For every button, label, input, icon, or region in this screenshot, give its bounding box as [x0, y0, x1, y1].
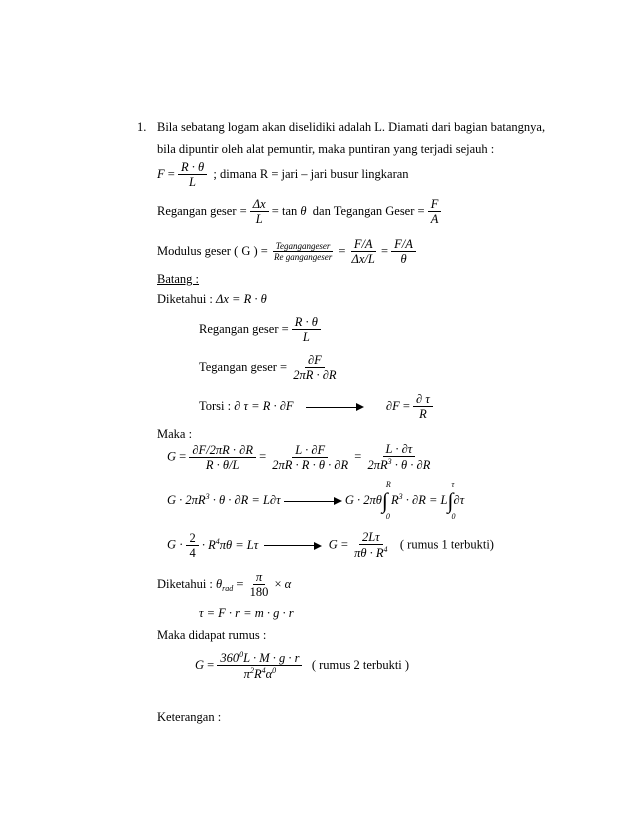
- diketahui-line-1: Diketahui : Δx = R · θ: [157, 292, 267, 306]
- tau-eq: τ = F · r = m · g · r: [199, 606, 294, 620]
- g-final-eq: G = $\frac{360^0L \cdot M \cdot g \cdot r}{\pi^2R^4\alpha^0}$ ( rumus 2 terbukti ): [195, 650, 410, 682]
- arrow-icon: [264, 542, 322, 550]
- batang-heading: Batang :: [157, 272, 200, 286]
- intro-line-2: bila dipuntir oleh alat pemuntir, maka puntiran yang terjadi sejauh :: [157, 142, 495, 156]
- equation-f: F = $\frac{R \cdot \theta}{L}$ ; dimana R = jari – jari busur lingkaran: [157, 160, 409, 190]
- item-number: 1.: [137, 120, 147, 134]
- regangan-geser-eq: Regangan geser = $\frac{R \cdot \theta}{L}$: [199, 315, 321, 345]
- arrow-icon: [284, 497, 342, 505]
- rumus2-note: ( rumus 2 terbukti ): [311, 658, 410, 673]
- g-derivation-1: G = $\frac{\partial F/2\pi R \cdot \partial R}{R \cdot \theta/L}$ = $\frac{L \cdot \partial F}{2\pi R \cdot R \cdot \theta \cdot \partial R}$ = $\frac{L \cdot \partial\tau}{2\pi R^3 \cdot \theta \cdot \partial R}$: [167, 442, 431, 473]
- tegangan-geser-eq: Tegangan geser = $\frac{\partial F}{2\pi R \cdot \partial R}$: [199, 353, 337, 383]
- regangan-label: Regangan geser =: [157, 204, 247, 219]
- torsi-eq: Torsi : ∂ τ = R · ∂F ∂F = $\frac{\partial \tau}{R}$: [199, 392, 433, 422]
- rumus1-note: ( rumus 1 terbukti): [399, 537, 494, 552]
- diketahui-line-2: Diketahui : $\theta_{rad}$ = $\frac{\pi}{180}$ × α: [157, 570, 292, 600]
- tegangan-label: dan Tegangan Geser =: [312, 204, 425, 219]
- maka-label: Maka :: [157, 427, 193, 441]
- modulus-line: Modulus geser ( G ) = $\frac{\text{Tegangangeser}}{\text{Re gangangeser}}$ = $\frac{F/A}{\Delta x/L}$ = $\frac{F/A}{\theta}$: [157, 237, 416, 267]
- arrow-icon: [306, 403, 364, 411]
- equation-f-note: ; dimana R = jari – jari busur lingkaran: [213, 167, 409, 182]
- integral-icon: ∫ τ 0: [447, 480, 456, 521]
- regangan-tegangan-line: Regangan geser = $\frac{\Delta x}{L}$ = tan θ dan Tegangan Geser = $\frac{F}{A}$: [157, 197, 441, 227]
- g-derivation-3: G · $\frac{2}{4}$ · $R^4\pi\theta = L\tau$ G = $\frac{2L\tau}{\pi\theta \cdot R^4}$ ( rumus 1 terbukti): [167, 530, 494, 561]
- modulus-label: Modulus geser ( G ) =: [157, 244, 268, 259]
- integral-icon: ∫ R 0: [381, 480, 391, 521]
- intro-line-1: Bila sebatang logam akan diselidiki adalah L. Diamati dari bagian batangnya,: [157, 120, 546, 134]
- maka-dapat-label: Maka didapat rumus :: [157, 628, 267, 642]
- g-derivation-2: $G \cdot 2\pi R^3 \cdot \theta \cdot \partial R = L\partial\tau$ G · 2πθ∫ R 0 $R^3 \cdot \partial R = L\int$ τ 0 ∂τ: [167, 480, 465, 521]
- keterangan-label: Keterangan :: [157, 710, 222, 724]
